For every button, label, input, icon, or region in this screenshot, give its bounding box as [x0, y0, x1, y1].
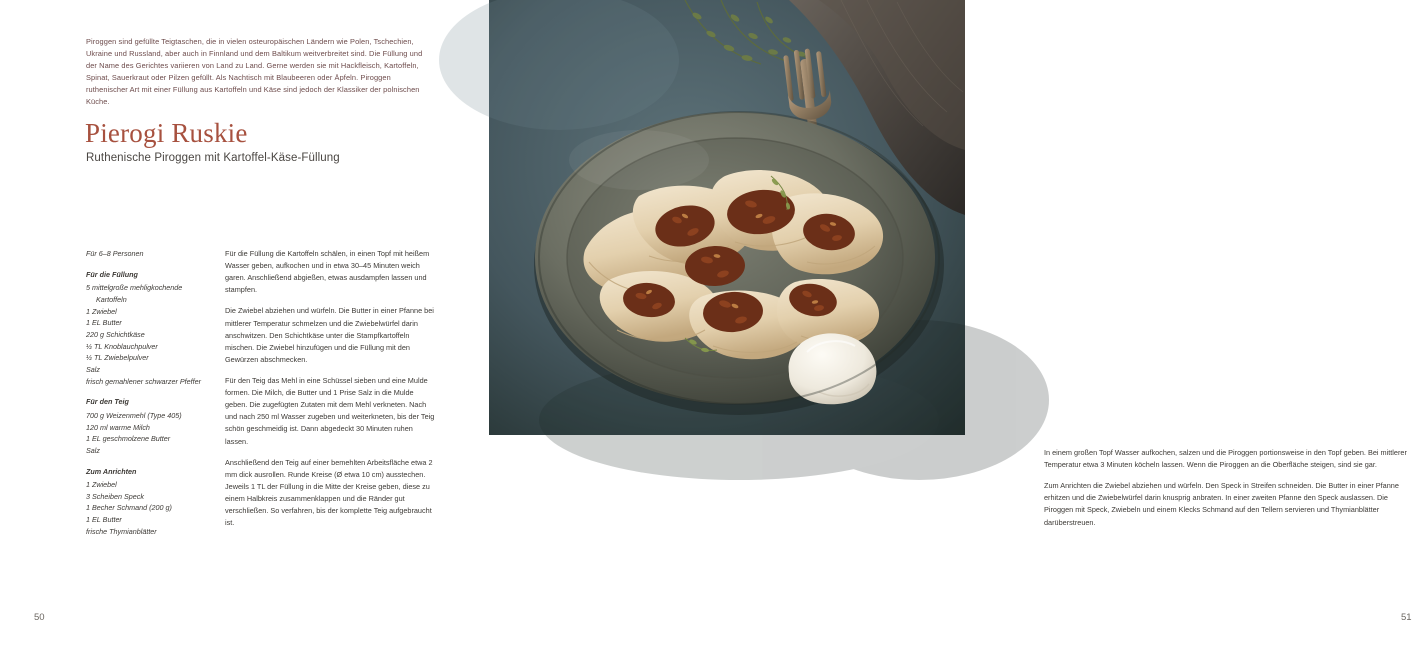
- method-paragraph: Zum Anrichten die Zwiebel abziehen und würfeln. Den Speck in Streifen schneiden. Die Butter in einer Pfanne erhitzen und die Zwiebelwürfel darin knusprig anbraten. In einer zweiten Pfanne den Speck auslassen. Die Piroggen mit Speck, Zwiebeln und einem Klecks Schmand auf den Tellern servieren und Thymianblätter darüberstreuen.: [1044, 481, 1399, 527]
- ingredient-item: frisch gemahlener schwarzer Pfeffer: [86, 376, 202, 386]
- method-paragraph: Die Zwiebel abziehen und würfeln. Die Butter in einer Pfanne bei mittlerer Temperatur schmelzen und die Zwiebelwürfel darin anschwitzen. Den Schichtkäse unter die Stampfkartoffeln mischen. Die Zwiebel hinzufügen und die Füllung mit den Gewürzen abschmecken.: [225, 306, 434, 364]
- page-number-left: 50: [34, 612, 45, 623]
- ingredient-item: 120 ml warme Milch: [86, 422, 150, 432]
- method-paragraph: In einem großen Topf Wasser aufkochen, salzen und die Piroggen portionsweise in den Topf geben. Bei mittlerer Temperatur etwa 3 Minuten köcheln lassen. Wenn die Piroggen an die Oberfläche steigen, sind sie gar.: [1044, 448, 1407, 470]
- ingredient-group: [86, 396, 204, 456]
- ingredient-item: 1 EL Butter: [86, 515, 122, 525]
- ingredient-item: Kartoffeln: [96, 294, 127, 304]
- method-paragraph: Für die Füllung die Kartoffeln schälen, in einen Topf mit heißem Wasser geben, aufkochen und in etwa 30–45 Minuten weich garen. Anschließend abgießen, etwas ausdampfen lassen und stampfen.: [225, 249, 430, 295]
- ingredient-item: 1 EL Butter: [86, 318, 122, 328]
- ingredient-item: 700 g Weizenmehl (Type 405): [86, 410, 182, 420]
- ingredient-item: ½ TL Zwiebelpulver: [86, 353, 149, 363]
- method-column: [225, 248, 435, 538]
- right-page: [483, 0, 1412, 648]
- serves-label: Für 6–8 Personen: [86, 249, 144, 258]
- left-page: [0, 0, 483, 648]
- page-number-right: 51: [1401, 612, 1412, 623]
- ingredient-group-heading: Für den Teig: [86, 397, 129, 407]
- recipe-title: Pierogi Ruskie: [85, 118, 248, 148]
- right-method-column: [1044, 447, 1414, 538]
- ingredient-group-heading: Zum Anrichten: [86, 466, 137, 476]
- ingredient-item: Salz: [86, 445, 100, 455]
- ingredient-item: 5 mittelgroße mehligkochende: [86, 283, 183, 293]
- ingredient-item: 220 g Schichtkäse: [86, 329, 145, 339]
- ingredient-item: Salz: [86, 364, 100, 374]
- ingredients-column: [86, 248, 204, 546]
- method-paragraph: Anschließend den Teig auf einer bemehlten Arbeitsfläche etwa 2 mm dick ausrollen. Runde Kreise (Ø etwa 10 cm) ausstechen. Jeweils 1 TL der Füllung in die Mitte der Kreise geben, diese zu einem Halbkreis zusammenklappen und die Ränder gut verschließen. So verfahren, bis der komplette Teig aufgebraucht ist.: [225, 457, 433, 528]
- ingredient-item: ½ TL Knoblauchpulver: [86, 341, 158, 351]
- ingredient-item: 1 Zwiebel: [86, 306, 117, 316]
- ingredient-item: 3 Scheiben Speck: [86, 491, 144, 501]
- recipe-subtitle: Ruthenische Piroggen mit Kartoffel-Käse-Füllung: [86, 152, 340, 164]
- ingredient-item: frische Thymianblätter: [86, 526, 157, 536]
- ingredient-group: [86, 466, 204, 538]
- ingredient-group-heading: Für die Füllung: [86, 269, 138, 279]
- pierogi-dish-photo: [489, 0, 965, 435]
- ingredient-item: 1 Zwiebel: [86, 480, 117, 490]
- ingredient-item: 1 Becher Schmand (200 g): [86, 503, 172, 513]
- method-paragraph: Für den Teig das Mehl in eine Schüssel sieben und eine Mulde formen. Die Milch, die Butter und 1 Prise Salz in die Mulde geben. Die zugefügten Zutaten mit dem Mehl verkneten. Nach und nach 250 ml Wasser zugeben und weiterkneten, bis der Teig schön geschmeidig ist. Dann abgedeckt 30 Minuten ruhen lassen.: [225, 375, 435, 446]
- intro-paragraph: Piroggen sind gefüllte Teigtaschen, die in vielen osteuropäischen Ländern wie Polen, Tschechien, Ukraine und Russland, aber auch in Finnland und dem Baltikum weitverbreitet sind. Die Füllung und der Name des Gerichtes variieren von Land zu Land. Gerne werden sie mit Hackfleisch, Kartoffeln, Spinat, Sauerkraut oder Pilzen gefüllt. Als Nachtisch mit Blaubeeren oder Äpfeln. Piroggen ruthenischer Art mit einer Füllung aus Kartoffeln und Käse sind jedoch der Klassiker der polnischen Küche.: [86, 37, 423, 106]
- ingredient-item: 1 EL geschmolzene Butter: [86, 434, 171, 444]
- ingredient-group: [86, 269, 204, 388]
